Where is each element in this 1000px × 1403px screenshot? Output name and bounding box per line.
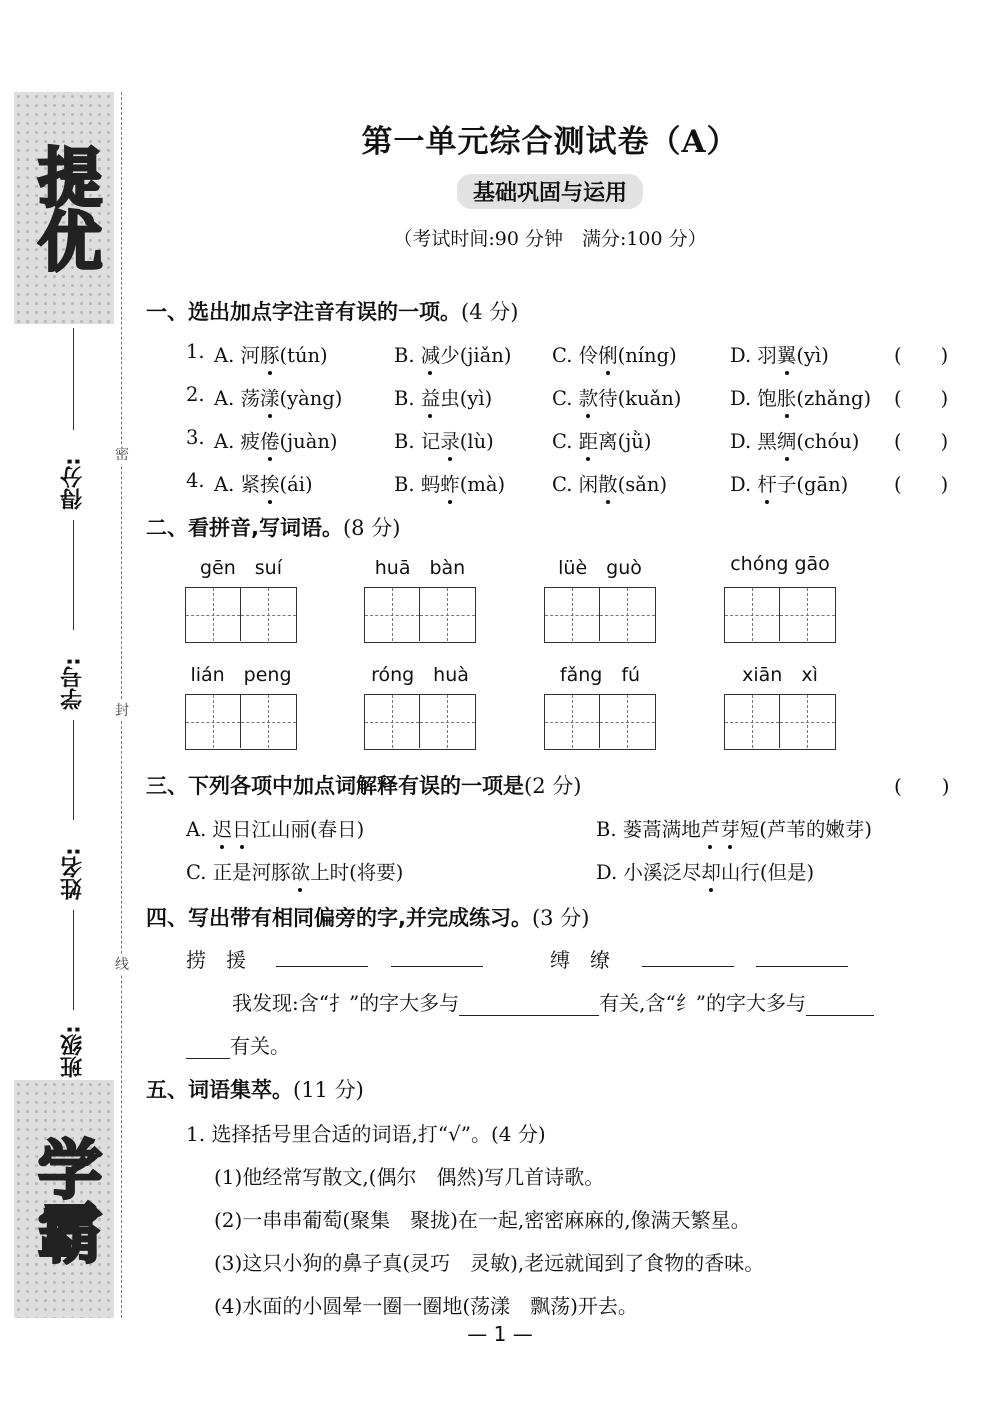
student-id-line — [73, 520, 74, 630]
student-id-label: 学号: — [60, 657, 86, 710]
s1-row-num: 1. — [186, 340, 205, 363]
pinyin-label: róng huà — [371, 664, 469, 686]
s3-opt-a: A. 迟日江山丽(春日) — [186, 814, 364, 842]
tianzige-cell[interactable] — [545, 695, 600, 748]
section4-title-text: 四、写出带有相同偏旁的字,并完成练习。 — [146, 906, 532, 930]
class-label: 班级: — [60, 1025, 86, 1078]
tianzige-box[interactable] — [724, 694, 836, 750]
tianzige-box[interactable] — [185, 694, 297, 750]
page-number: — 1 — — [467, 1322, 533, 1346]
section5-points: (11 分) — [293, 1078, 364, 1102]
tianzige-cell[interactable] — [241, 695, 296, 748]
s1-row-4 — [186, 469, 966, 499]
seal-char-xian: 线 — [112, 954, 132, 974]
s1-answer-paren[interactable]: ( ) — [894, 473, 949, 496]
s5-sub1: 1. 选择括号里合适的词语,打“√”。(4 分) — [186, 1122, 546, 1146]
s4-line2 — [186, 1030, 290, 1060]
s1-opt-b: B. 益虫(yì) — [394, 383, 492, 411]
s1-opt-a: A. 荡漾(yàng) — [214, 383, 342, 411]
section1-points: (4 分) — [461, 300, 519, 324]
name-line — [73, 720, 74, 820]
section2-title — [146, 512, 400, 542]
brand-text-bottom: 学霸 — [27, 1136, 101, 1264]
brand-block-top — [14, 92, 114, 324]
s4-line2-text: 有关。 — [230, 1034, 290, 1058]
section4-title — [146, 902, 589, 932]
section3-points: (2 分) — [524, 774, 582, 798]
section5-title — [146, 1074, 364, 1104]
s1-row-2 — [186, 383, 966, 413]
s4-line1-a: 我发现:含“扌”的字大多与 — [232, 991, 460, 1015]
section1-title — [146, 296, 518, 326]
pinyin-label: fǎng fú — [559, 664, 641, 686]
pinyin-label: lüè guò — [558, 557, 642, 579]
s5-item-1: (1)他经常写散文,(偶尔 偶然)写几首诗歌。 — [214, 1165, 605, 1189]
pinyin-label: lián peng — [190, 664, 292, 686]
s1-opt-b: B. 减少(jiǎn) — [394, 340, 511, 368]
section3-title — [146, 770, 581, 800]
section2-title-text: 二、看拼音,写词语。 — [146, 516, 343, 540]
s1-row-num: 3. — [186, 426, 205, 449]
s1-opt-d: D. 黑绸(chóu) — [730, 426, 859, 454]
tianzige-cell[interactable] — [780, 695, 835, 748]
s1-opt-b: B. 蚂蚱(mà) — [394, 469, 505, 497]
pinyin-label: chóng gāo — [730, 553, 830, 575]
pinyin-label: huā bàn — [374, 557, 466, 579]
s5-item-3: (3)这只小狗的鼻子真(灵巧 灵敏),老远就闻到了食物的香味。 — [214, 1251, 765, 1275]
seal-char-mi: 密 — [112, 444, 132, 464]
s3-opt-c: C. 正是河豚欲上时(将要) — [186, 857, 403, 885]
section1-title-text: 一、选出加点字注音有误的一项。 — [146, 300, 461, 324]
tianzige-cell[interactable] — [186, 695, 241, 748]
s3-opt-b: B. 蒌蒿满地芦芽短(芦苇的嫩芽) — [596, 814, 872, 842]
s4-line1-b: 有关,含“纟”的字大多与 — [599, 991, 806, 1015]
s1-row-1 — [186, 340, 966, 370]
s4-chars-row — [186, 944, 966, 974]
name-label: 姓名: — [60, 847, 86, 900]
tianzige-cell[interactable] — [241, 588, 296, 641]
tianzige-box[interactable] — [724, 587, 836, 643]
s4-blank-5[interactable] — [459, 993, 599, 1016]
s1-opt-d: D. 羽翼(yì) — [730, 340, 829, 368]
s1-opt-c: C. 闲散(sǎn) — [552, 469, 667, 497]
s4-blank-2[interactable] — [391, 944, 483, 967]
tianzige-cell[interactable] — [186, 588, 241, 641]
s4-blank-1[interactable] — [276, 944, 368, 967]
s1-row-num: 2. — [186, 383, 205, 406]
tianzige-cell[interactable] — [420, 588, 475, 641]
page-title: 第一单元综合测试卷（A） — [361, 124, 739, 160]
pinyin-label: gēn suí — [199, 557, 282, 579]
section3-title-text: 三、下列各项中加点词解释有误的一项是 — [146, 774, 524, 798]
tianzige-box[interactable] — [185, 587, 297, 643]
tianzige-cell[interactable] — [780, 588, 835, 641]
subtitle-wrap — [140, 174, 960, 209]
s4-blank-3[interactable] — [642, 944, 734, 967]
s1-opt-a: A. 疲倦(juàn) — [214, 426, 338, 454]
tianzige-box[interactable] — [364, 694, 476, 750]
pinyin-label: xiān xì — [742, 664, 818, 686]
class-line — [73, 910, 74, 1010]
s1-opt-a: A. 紧挨(ái) — [214, 469, 313, 497]
s5-item-4: (4)水面的小圆晕一圈一圈地(荡漾 飘荡)开去。 — [214, 1294, 638, 1318]
tianzige-cell[interactable] — [725, 695, 780, 748]
score-label: 得分: — [60, 457, 86, 510]
s1-answer-paren[interactable]: ( ) — [894, 387, 949, 410]
s4-blank-6[interactable] — [806, 993, 874, 1016]
tianzige-cell[interactable] — [420, 695, 475, 748]
s3-row-1 — [186, 814, 966, 844]
tianzige-box[interactable] — [544, 694, 656, 750]
tianzige-cell[interactable] — [365, 588, 420, 641]
s5-item-2: (2)一串串葡萄(聚集 聚拢)在一起,密密麻麻的,像满天繁星。 — [214, 1208, 751, 1232]
s1-opt-b: B. 记录(lù) — [394, 426, 494, 454]
s1-opt-c: C. 伶俐(níng) — [552, 340, 677, 368]
section5-title-text: 五、词语集萃。 — [146, 1078, 293, 1102]
s4-chars-left: 捞 援 — [186, 948, 246, 972]
tianzige-box[interactable] — [544, 587, 656, 643]
s1-answer-paren[interactable]: ( ) — [894, 430, 949, 453]
seal-char-feng: 封 — [112, 700, 132, 720]
brand-text-top: 提优 — [27, 144, 101, 272]
s4-blank-4[interactable] — [756, 944, 848, 967]
tianzige-box[interactable] — [364, 587, 476, 643]
s1-opt-c: C. 距离(jǜ) — [552, 426, 651, 454]
tianzige-cell[interactable] — [725, 588, 780, 641]
s1-opt-d: D. 饱胀(zhǎng) — [730, 383, 871, 411]
exam-info: （考试时间:90 分钟 满分:100 分） — [393, 228, 707, 250]
s3-opt-d: D. 小溪泛尽却山行(但是) — [596, 857, 814, 885]
s1-opt-c: C. 款待(kuǎn) — [552, 383, 681, 411]
s1-opt-a: A. 河豚(tún) — [214, 340, 328, 368]
s3-row-2 — [186, 857, 966, 887]
section2-points: (8 分) — [342, 516, 401, 540]
s1-row-3 — [186, 426, 966, 456]
tianzige-cell[interactable] — [365, 695, 420, 748]
s4-line1 — [232, 987, 972, 1017]
s1-answer-paren[interactable]: ( ) — [894, 344, 949, 367]
s1-row-num: 4. — [186, 469, 205, 492]
tianzige-cell[interactable] — [545, 588, 600, 641]
tianzige-cell[interactable] — [600, 695, 655, 748]
s1-opt-d: D. 杆子(gān) — [730, 469, 848, 497]
s4-blank-7[interactable] — [186, 1036, 230, 1059]
brand-block-bottom — [14, 1080, 114, 1318]
section4-points: (3 分) — [531, 906, 590, 930]
score-line — [73, 328, 74, 430]
s3-answer-paren[interactable]: ( ) — [894, 774, 950, 798]
subtitle: 基础巩固与运用 — [457, 174, 643, 209]
s4-chars-right: 缚 缭 — [550, 948, 610, 972]
tianzige-cell[interactable] — [600, 588, 655, 641]
